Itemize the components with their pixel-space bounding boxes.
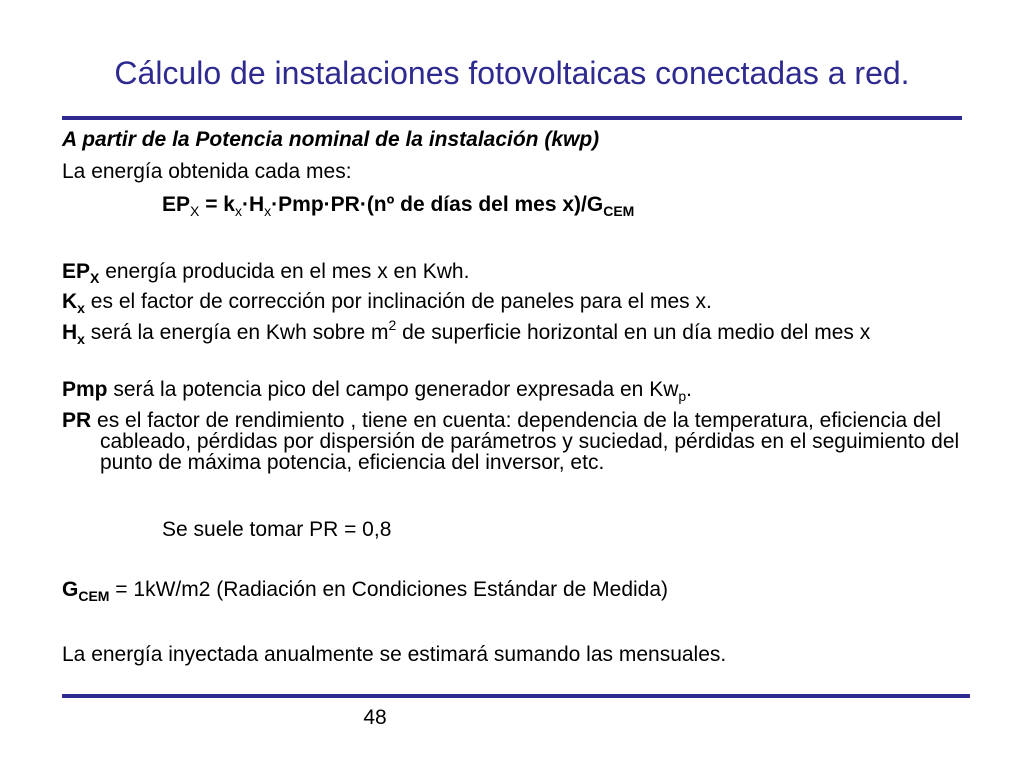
kx-text: es el factor de corrección por inclinación de paneles para el mes x. (84, 290, 712, 313)
definition-epx (62, 260, 469, 284)
gcem-text: = 1kW/m2 (Radiación en Condiciones Estándar de Medida) (109, 578, 669, 601)
energy-formula (162, 193, 634, 217)
slide-title: Cálculo de instalaciones fotovoltaicas conectadas a red. (114, 55, 910, 91)
kx-term: K (62, 290, 78, 313)
closing-text: La energía inyectada anualmente se estimará sumando las mensuales. (62, 643, 727, 666)
definition-gcem (62, 578, 668, 602)
hx-sup: 2 (388, 317, 397, 333)
hx-text-a: será la energía en Kwh sobre m (84, 321, 389, 344)
definition-pmp (62, 378, 692, 402)
bottom-divider (62, 694, 970, 698)
kx-sub: x (77, 300, 85, 316)
formula-sub-cem: CEM (603, 203, 635, 219)
epx-text: energía producida en el mes x en Kwh. (99, 260, 470, 283)
pmp-end: . (686, 378, 693, 401)
top-divider (62, 116, 962, 120)
formula-sub-x3: x (264, 203, 272, 219)
hx-term: H (62, 321, 78, 344)
hx-sub: x (77, 331, 85, 347)
page-number: 48 (363, 706, 387, 729)
pmp-sub: p (678, 388, 687, 404)
formula-h: ·H (241, 193, 265, 216)
pr-note: Se suele tomar PR = 0,8 (162, 518, 392, 541)
definition-kx (62, 290, 712, 314)
formula-eq-k: = k (199, 193, 235, 216)
pmp-term: Pmp (62, 378, 108, 401)
hx-text-b: de superficie horizontal en un día medio del mes x (396, 321, 871, 344)
intro-text: La energía obtenida cada mes: (62, 160, 352, 183)
pr-text: es el factor de rendimiento , tiene en cuenta: dependencia de la temperatura, eficiencia del cableado, pérdidas por dispersión de parámetros y suciedad, pérdidas en el seguimiento del punto de máxima potencia, eficiencia del inversor, etc. (91, 409, 960, 474)
formula-sub-x: X (190, 203, 200, 219)
definition-pr (62, 410, 980, 473)
pr-term: PR (62, 409, 92, 432)
gcem-sub: CEM (78, 588, 110, 604)
epx-sub: X (90, 270, 100, 286)
epx-term: EP (62, 260, 91, 283)
pmp-text: será la potencia pico del campo generador expresada en Kw (107, 378, 679, 401)
formula-ep: EP (162, 193, 191, 216)
gcem-term: G (62, 578, 79, 601)
definition-hx (62, 317, 980, 347)
section-heading: A partir de la Potencia nominal de la instalación (kwp) (62, 128, 600, 151)
formula-sub-x2: x (234, 203, 242, 219)
formula-rest: ·Pmp·PR·(nº de días del mes x)/G (271, 193, 604, 216)
